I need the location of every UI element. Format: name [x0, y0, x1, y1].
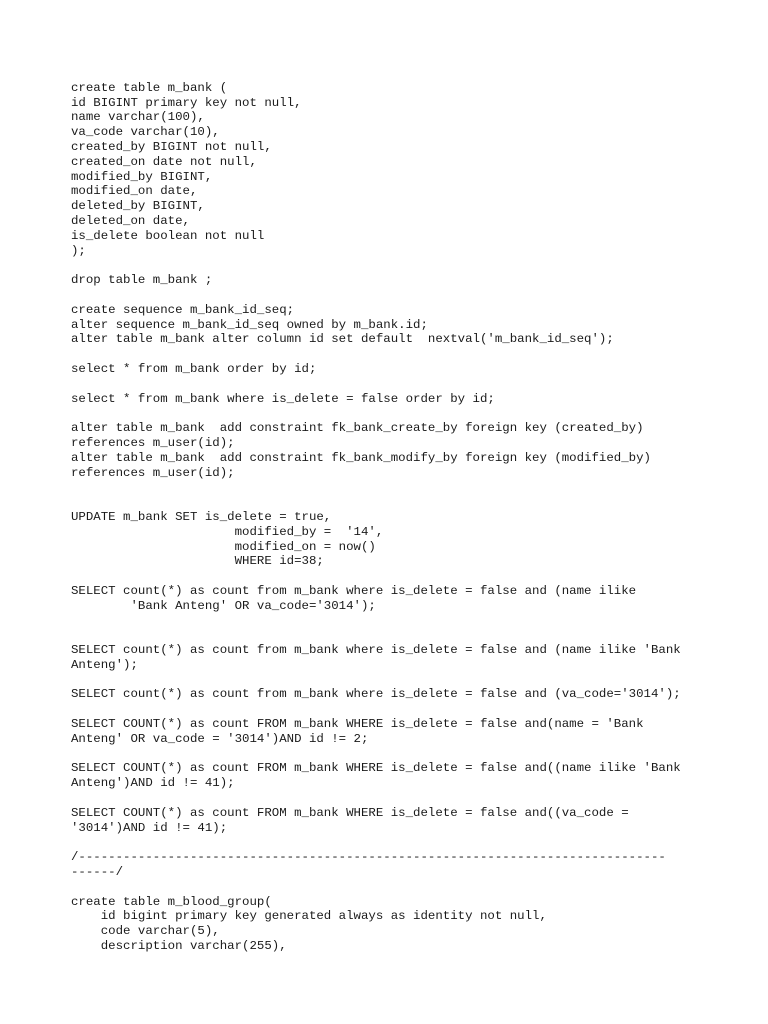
code-line: alter table m_bank add constraint fk_bank_create_by foreign key (created_by): [71, 421, 644, 436]
code-line: created_by BIGINT not null,: [71, 139, 272, 154]
code-line: is_delete boolean not null: [71, 228, 265, 243]
code-line: SELECT count(*) as count from m_bank where is_delete = false and (name ilike 'Bank: [71, 643, 681, 658]
code-line: SELECT COUNT(*) as count FROM m_bank WHERE is_delete = false and((va_code =: [71, 805, 629, 820]
code-line: id BIGINT primary key not null,: [71, 95, 302, 110]
code-line: [71, 673, 751, 688]
code-line: created_on date not null,: [71, 154, 257, 169]
code-line: code varchar(5),: [71, 924, 220, 939]
code-line: Anteng')AND id != 41);: [71, 776, 235, 791]
code-line: [71, 288, 751, 303]
code-line: alter table m_bank add constraint fk_bank_modify_by foreign key (modified_by): [71, 450, 651, 465]
code-line: select * from m_bank order by id;: [71, 361, 317, 376]
code-line: create table m_bank (: [71, 80, 228, 95]
code-line: '3014')AND id != 41);: [71, 820, 228, 835]
code-line: SELECT COUNT(*) as count FROM m_bank WHERE is_delete = false and(name = 'Bank: [71, 717, 644, 732]
code-line: [71, 377, 751, 392]
code-line: modified_by BIGINT,: [71, 169, 213, 184]
code-line: [71, 406, 751, 421]
code-line: SELECT COUNT(*) as count FROM m_bank WHERE is_delete = false and((name ilike 'Bank: [71, 761, 681, 776]
code-line: [71, 613, 751, 628]
code-line: alter sequence m_bank_id_seq owned by m_bank.id;: [71, 317, 428, 332]
code-line: WHERE id=38;: [71, 554, 324, 569]
code-line: 'Bank Anteng' OR va_code='3014');: [71, 598, 376, 613]
code-line: Anteng' OR va_code = '3014')AND id != 2;: [71, 731, 369, 746]
code-line: modified_by = '14',: [71, 524, 384, 539]
code-line: references m_user(id);: [71, 435, 235, 450]
code-line: [71, 791, 751, 806]
code-line: [71, 569, 751, 584]
code-line: SELECT count(*) as count from m_bank where is_delete = false and (va_code='3014');: [71, 687, 681, 702]
code-line: UPDATE m_bank SET is_delete = true,: [71, 509, 332, 524]
code-line: [71, 628, 751, 643]
code-line: [71, 835, 751, 850]
sql-code-block: [71, 66, 751, 954]
code-line: deleted_by BIGINT,: [71, 199, 205, 214]
code-line: alter table m_bank alter column id set default nextval('m_bank_id_seq');: [71, 332, 614, 347]
code-line: );: [71, 243, 86, 258]
code-line: references m_user(id);: [71, 465, 235, 480]
code-line: SELECT count(*) as count from m_bank where is_delete = false and (name ilike: [71, 583, 637, 598]
code-line: [71, 495, 751, 510]
code-line: [71, 258, 751, 273]
code-line: id bigint primary key generated always as identity not null,: [71, 909, 547, 924]
code-line: modified_on = now(): [71, 539, 376, 554]
code-line: Anteng');: [71, 657, 138, 672]
code-line: deleted_on date,: [71, 213, 190, 228]
code-line: modified_on date,: [71, 184, 198, 199]
code-line: [71, 480, 751, 495]
code-line: va_code varchar(10),: [71, 125, 220, 140]
code-line: drop table m_bank ;: [71, 273, 213, 288]
code-line: /-------------------------------------------------------------------------------: [71, 850, 666, 865]
code-line: [71, 347, 751, 362]
code-line: [71, 747, 751, 762]
code-line: description varchar(255),: [71, 939, 287, 954]
code-line: ------/: [71, 865, 124, 880]
code-line: create table m_blood_group(: [71, 894, 272, 909]
code-line: [71, 880, 751, 895]
code-line: [71, 66, 751, 81]
code-line: [71, 702, 751, 717]
code-line: create sequence m_bank_id_seq;: [71, 302, 295, 317]
code-line: select * from m_bank where is_delete = false order by id;: [71, 391, 495, 406]
code-line: name varchar(100),: [71, 110, 205, 125]
